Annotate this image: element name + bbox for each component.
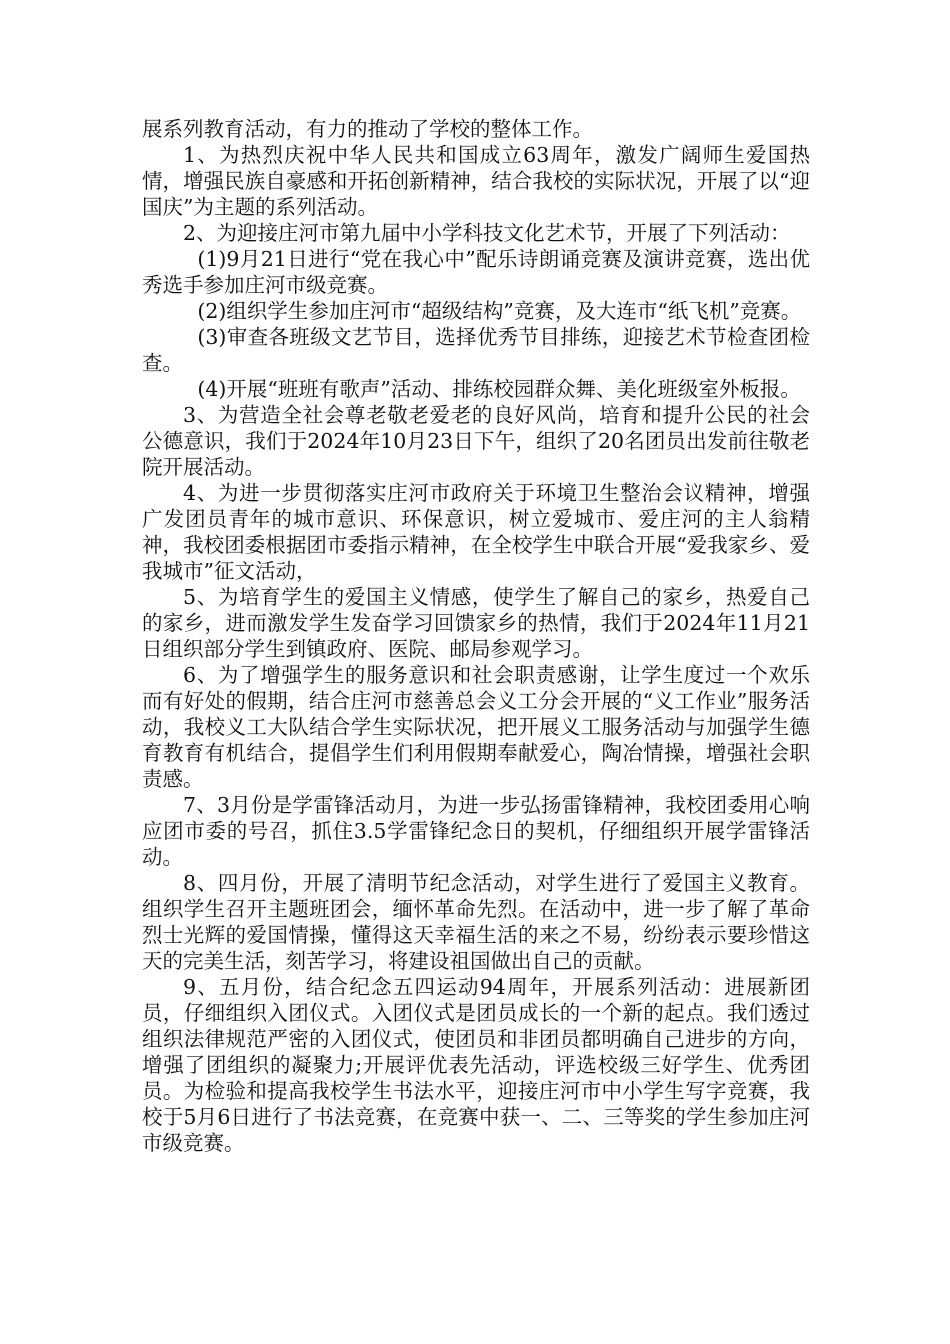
paragraph-item-4: 4、为进一步贯彻落实庄河市政府关于环境卫生整治会议精神，增强广发团员青年的城市意识、环保意识，树立爱城市、爱庄河的主人翁精神，我校团委根据团市委指示精神，在全校学生中联合开展“爱我家乡、爱我城市”征文活动， <box>142 481 810 583</box>
document-body <box>142 116 810 1156</box>
paragraph-item-8: 8、四月份，开展了清明节纪念活动，对学生进行了爱国主义教育。组织学生召开主题班团会，缅怀革命先烈。在活动中，进一步了解了革命烈士光辉的爱国情操，懂得这天幸福生活的来之不易，纷纷表示要珍惜这天的完美生活，刻苦学习，将建设祖国做出自己的贡献。 <box>142 871 810 973</box>
paragraph-item-7: 7、3月份是学雷锋活动月，为进一步弘扬雷锋精神，我校团委用心响应团市委的号召，抓住3.5学雷锋纪念日的契机，仔细组织开展学雷锋活动。 <box>142 793 810 869</box>
paragraph-item-9: 9、五月份，结合纪念五四运动94周年，开展系列活动：进展新团员，仔细组织入团仪式。入团仪式是团员成长的一个新的起点。我们透过组织法律规范严密的入团仪式，使团员和非团员都明确自己进步的方向，增强了团组织的凝聚力;开展评优表先活动，评选校级三好学生、优秀团员。为检验和提高我校学生书法水平，迎接庄河市中小学生写字竞赛，我校于5月6日进行了书法竞赛，在竞赛中获一、二、三等奖的学生参加庄河市级竞赛。 <box>142 975 810 1155</box>
paragraph-subitem-2: (2)组织学生参加庄河市“超级结构”竞赛，及大连市“纸飞机”竞赛。 <box>197 299 802 323</box>
paragraph-item-6: 6、为了增强学生的服务意识和社会职责感谢，让学生度过一个欢乐而有好处的假期，结合庄河市慈善总会义工分会开展的“义工作业”服务活动，我校义工大队结合学生实际状况，把开展义工服务活动与加强学生德育教育有机结合，提倡学生们利用假期奉献爱心，陶冶情操，增强社会职责感。 <box>142 663 810 791</box>
paragraph-item-3: 3、为营造全社会尊老敬老爱老的良好风尚，培育和提升公民的社会公德意识，我们于2024年10月23日下午，组织了20名团员出发前往敬老院开展活动。 <box>142 403 810 479</box>
paragraph-item-1: 1、为热烈庆祝中华人民共和国成立63周年，激发广阔师生爱国热情，增强民族自豪感和开拓创新精神，结合我校的实际状况，开展了以“迎国庆”为主题的系列活动。 <box>142 143 810 219</box>
paragraph-intro: 展系列教育活动，有力的推动了学校的整体工作。 <box>142 117 593 141</box>
paragraph-item-5: 5、为培育学生的爱国主义情感，使学生了解自己的家乡，热爱自己的家乡，进而激发学生发奋学习回馈家乡的热情，我们于2024年11月21日组织部分学生到镇政府、医院、邮局参观学习。 <box>142 585 810 661</box>
paragraph-subitem-1: (1)9月21日进行“党在我心中”配乐诗朗诵竞赛及演讲竞赛，选出优秀选手参加庄河市级竞赛。 <box>142 247 810 297</box>
paragraph-subitem-4: (4)开展“班班有歌声”活动、排练校园群众舞、美化班级室外板报。 <box>197 377 801 401</box>
paragraph-subitem-3: (3)审查各班级文艺节目，选择优秀节目排练，迎接艺术节检查团检查。 <box>142 325 810 375</box>
paragraph-item-2: 2、为迎接庄河市第九届中小学科技文化艺术节，开展了下列活动： <box>183 221 791 245</box>
